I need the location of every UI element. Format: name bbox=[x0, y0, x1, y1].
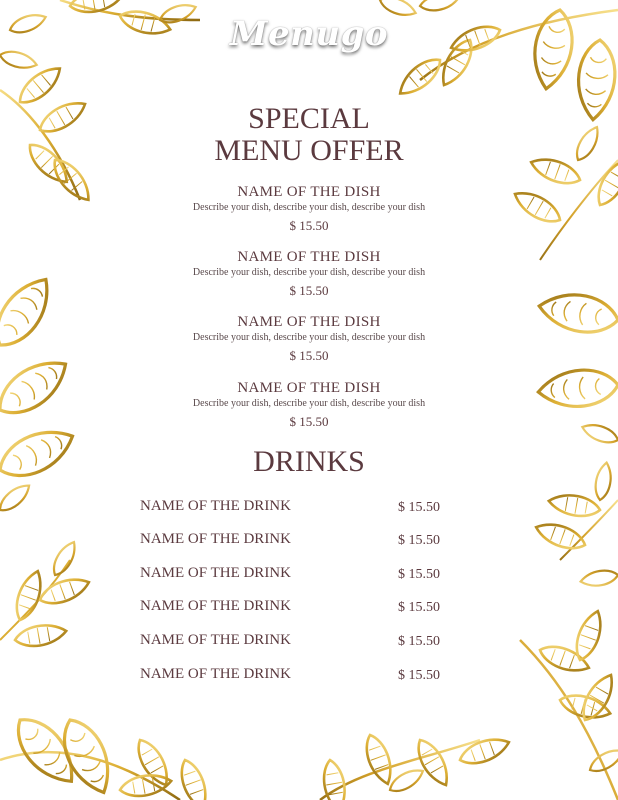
drink-name: NAME OF THE DRINK bbox=[140, 531, 291, 547]
drink-price: $ 15.50 bbox=[398, 600, 440, 615]
drink-name: NAME OF THE DRINK bbox=[140, 498, 291, 514]
dish-item bbox=[0, 314, 618, 364]
drink-name: NAME OF THE DRINK bbox=[140, 565, 291, 581]
drinks-heading: DRINKS bbox=[253, 445, 365, 478]
menu-title-line-2: MENU OFFER bbox=[214, 134, 404, 167]
drink-name: NAME OF THE DRINK bbox=[140, 598, 291, 614]
drink-item bbox=[140, 665, 440, 685]
dish-price: $ 15.50 bbox=[289, 283, 329, 298]
drink-item bbox=[140, 497, 440, 517]
dish-price: $ 15.50 bbox=[289, 348, 329, 363]
drink-price: $ 15.50 bbox=[398, 567, 440, 582]
drink-price: $ 15.50 bbox=[398, 533, 440, 548]
drink-item bbox=[140, 530, 440, 550]
dish-name: NAME OF THE DISH bbox=[237, 314, 381, 330]
dish-item bbox=[0, 249, 618, 299]
dish-description: Describe your dish, describe your dish, describe your dish bbox=[192, 332, 426, 343]
brand-logo: Menugo bbox=[229, 14, 389, 54]
dish-price: $ 15.50 bbox=[289, 218, 329, 233]
drink-item bbox=[140, 597, 440, 617]
dish-name: NAME OF THE DISH bbox=[237, 380, 381, 396]
drink-price: $ 15.50 bbox=[398, 668, 440, 683]
dish-description: Describe your dish, describe your dish, describe your dish bbox=[192, 202, 426, 213]
dish-price: $ 15.50 bbox=[289, 414, 329, 429]
drink-name: NAME OF THE DRINK bbox=[140, 632, 291, 648]
dish-description: Describe your dish, describe your dish, describe your dish bbox=[192, 398, 426, 409]
drink-item bbox=[140, 631, 440, 651]
menu-title-line-1: SPECIAL bbox=[248, 102, 370, 135]
drink-name: NAME OF THE DRINK bbox=[140, 666, 291, 682]
drink-price: $ 15.50 bbox=[398, 500, 440, 515]
drink-price: $ 15.50 bbox=[398, 634, 440, 649]
dish-name: NAME OF THE DISH bbox=[237, 249, 381, 265]
dish-name: NAME OF THE DISH bbox=[237, 184, 381, 200]
dish-description: Describe your dish, describe your dish, describe your dish bbox=[192, 267, 426, 278]
drink-item bbox=[140, 564, 440, 584]
dish-item bbox=[0, 184, 618, 234]
dish-item bbox=[0, 380, 618, 430]
